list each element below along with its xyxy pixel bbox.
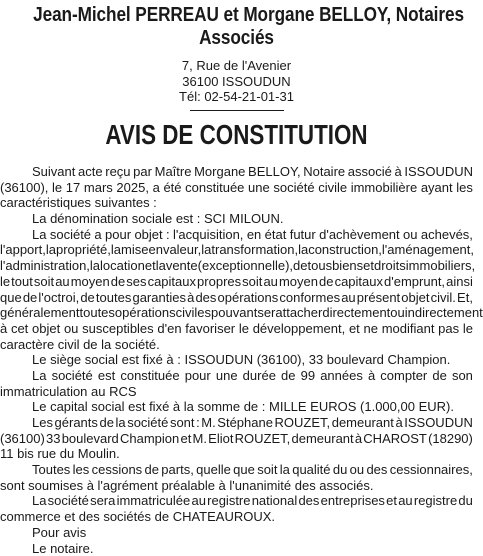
body-line: La société a pour objet : l'acquisition, en état futur d'achèvement ou achevés, <box>0 227 473 243</box>
body-line: Le siège social est fixé à : ISSOUDUN (36100), 33 boulevard Champion. <box>0 352 473 368</box>
address-street: 7, Rue de l'Avenier <box>0 58 473 74</box>
address-phone: Tél: 02-54-21-01-31 <box>0 89 473 105</box>
address-city: 36100 ISSOUDUN <box>0 74 473 90</box>
firm-address <box>0 58 473 105</box>
body-line: que de l'octroi, de toutes garanties à des opérations conformes au présent objet civil. Et, <box>0 290 473 306</box>
body-line: caractéristiques suivantes : <box>0 195 473 211</box>
body-line: La société sera immatriculée au registre national des entreprises et au registre du <box>0 493 473 509</box>
notice-title: AVIS DE CONSTITUTION <box>47 120 425 150</box>
body-line: généralement toutes opérations civiles pouvant se rattacher directement ou indirectement <box>0 305 473 321</box>
body-line: (36100) 33 boulevard Champion et M. Eliot ROUZET, demeurant à CHAROST (18290) <box>0 431 473 447</box>
body-line: à cet objet ou susceptibles d'en favoriser le développement, et ne modifiant pas le <box>0 321 473 337</box>
body-line: sont soumises à l'agrément préalable à l'unanimité des associés. <box>0 478 473 494</box>
notary-header <box>0 0 473 111</box>
body-line: l'apport, la propriété, la mise en valeur, la transformation, la construction, l'aménagement, <box>0 242 473 258</box>
body-line: Suivant acte reçu par Maître Morgane BELLOY, Notaire associé à ISSOUDUN <box>0 164 473 180</box>
body-line: Toutes les cessions de parts, quelle que soit la qualité du ou des cessionnaires, <box>0 462 473 478</box>
body-line: immatriculation au RCS <box>0 384 473 400</box>
body-line: La société est constituée pour une durée de 99 années à compter de son <box>0 368 473 384</box>
body-line: 11 bis rue du Moulin. <box>0 446 473 462</box>
body-line: Pour avis <box>0 525 473 541</box>
body-line: Le capital social est fixé à la somme de : MILLE EUROS (1.000,00 EUR). <box>0 399 473 415</box>
notice-body <box>0 164 473 556</box>
firm-name-line-2: Associés <box>33 27 440 50</box>
body-line: Le notaire. <box>0 541 473 556</box>
firm-name-line-1: Jean-Michel PERREAU et Morgane BELLOY, Notaires <box>33 0 440 27</box>
body-line: (36100), le 17 mars 2025, a été constituée une société civile immobilière ayant les <box>0 180 473 196</box>
body-line: commerce et des sociétés de CHATEAUROUX. <box>0 509 473 525</box>
body-line: Les gérants de la société sont : M. Stéphane ROUZET, demeurant à ISSOUDUN <box>0 415 473 431</box>
body-line: l'administration, la location et la vente (exceptionnelle), de tous biens et droits immobiliers, <box>0 258 473 274</box>
body-line: le tout soit au moyen de ses capitaux propres soit au moyen de capitaux d'emprunt, ainsi <box>0 274 473 290</box>
body-line: La dénomination sociale est : SCI MILOUN. <box>0 211 473 227</box>
body-line: caractère civil de la société. <box>0 337 473 353</box>
header-divider <box>190 110 284 111</box>
